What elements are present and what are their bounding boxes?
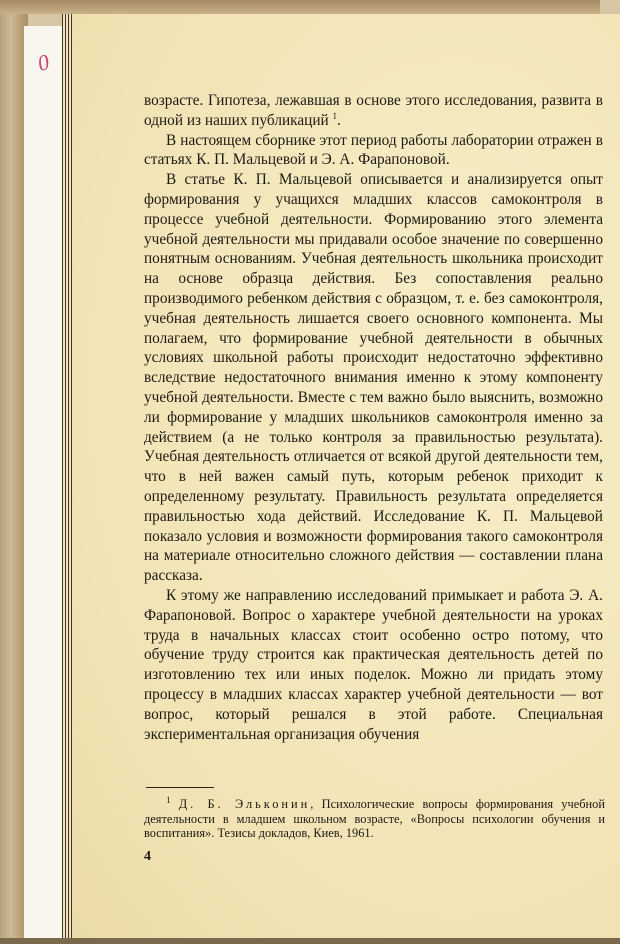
paragraph-text: возрасте. Гипотеза, лежавшая в основе этого исследования, развита в одной из наших публикаций [144, 92, 603, 129]
footnote-divider [146, 787, 214, 788]
footnote [144, 794, 605, 841]
footnote-ref[interactable]: 1 [332, 110, 338, 121]
page-number: 4 [144, 849, 151, 864]
footnote-text: , Психологические вопросы формирования учебной деятельности в младшем школьном возрасте, «Вопросы психологии обучения и воспитания». Тезисы докладов, Киев, 1961. [144, 797, 605, 841]
paragraph-4: К этому же направлению исследований примыкает и работа Э. А. Фарапоновой. Вопрос о характере учебной деятельности на уроках труда в начальных классах стоит особенно остро потому, что обучение труду строится как практическая деятельность детей по изготовлению тех или иных поделок. Можно ли придать этому процессу в младших классах характер учебной деятельности — вот вопрос, который решался в этой работе. Специальная экспериментальная организация обучения [144, 586, 603, 743]
book-bottom-edge [0, 938, 620, 944]
book-top-edge [0, 0, 600, 14]
paragraph-3: В статье К. П. Мальцевой описывается и анализируется опыт формирования у учащихся младших классов самоконтроля в процессе учебной деятельности. Формированию этого элемента учебной деятельности мы придавали особое значение по совершенно понятным основаниям. Учебная деятельность школьника происходит на основе образца действия. Без сопоставления реально производимого ребенком действия с образцом, т. е. без самоконтроля, учебная деятельность лишается своего основного компонента. Мы полагаем, что формирование учебной деятельности в обычных условиях школьной работы происходит недостаточно эффективно вследствие недостаточного внимания именно к этому компоненту учебной деятельности. Вместе с тем важно было выяснить, возможно ли формирование у младших школьников самоконтроля именно за действием (а не только контроля за правильностью результата). Учебная деятельность отличается от всякой другой деятельности тем, что в ней важен самый путь, которым ребенок приходит к определенному результату. Правильность результата определяется правильностью хода действий. Исследование К. П. Мальцевой показало условия и возможности формирования такого самоконтроля на материале относительно сложного действия — составлении плана рассказа. [144, 171, 603, 585]
paragraph-2: В настоящем сборнике этот период работы лаборатории отражен в статьях К. П. Мальцевой и Э. А. Фарапоновой. [144, 131, 603, 169]
footnote-author: Д. Б. Эльконин [178, 797, 311, 811]
paper-slip [24, 26, 65, 944]
paragraph-end: . [337, 111, 341, 129]
body-text [144, 91, 603, 744]
footnote-body [144, 794, 605, 841]
page-stack-edges [62, 14, 72, 940]
paragraph-1 [144, 91, 603, 131]
footnote-marker: 1 [166, 794, 171, 805]
margin-pen-mark: 0 [34, 49, 52, 77]
